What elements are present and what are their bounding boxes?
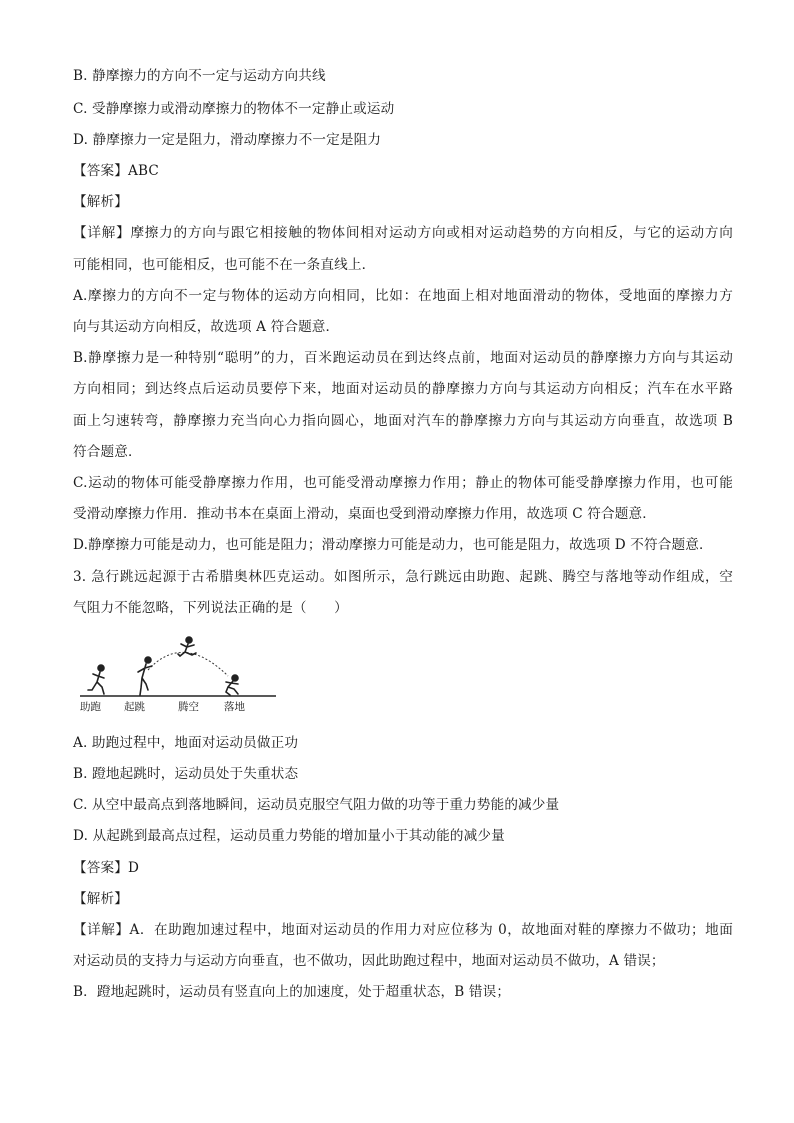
long-jump-figure [78, 632, 278, 718]
detail-line: 对运动员的支持力与运动方向垂直，也不做功，因此助跑过程中，地面对运动员不做功，A 错误； [73, 953, 665, 969]
detail-line: 【详解】A．在助跑加速过程中，地面对运动员的作用力对应位移为 0，故地面对鞋的摩擦力不做功；地面 [73, 922, 733, 938]
figure-label-landing: 落地 [224, 701, 245, 713]
figure-label-run-up: 助跑 [80, 701, 101, 713]
answer-q3: 【答案】D [73, 860, 140, 876]
figure-label-takeoff: 起跳 [124, 701, 145, 713]
detail-line: 向与其运动方向相反，故选项 A 符合题意． [73, 319, 340, 335]
detail-line: B．蹬地起跳时，运动员有竖直向上的加速度，处于超重状态，B 错误； [73, 984, 511, 1000]
long-jump-sketch [78, 632, 278, 700]
detail-line: B.静摩擦力是一种特别“聪明”的力，百米跑运动员在到达终点前，地面对运动员的静摩擦力方向与其运动 [73, 350, 733, 366]
detail-line: 受滑动摩擦力作用．推动书本在桌面上滑动，桌面也受到滑动摩擦力作用，故选项 C 符合题意． [73, 506, 656, 522]
trajectory-curve [148, 652, 228, 676]
detail-line: A.摩擦力的方向不一定与物体的运动方向相同，比如：在地面上相对地面滑动的物体，受地面的摩擦力方 [73, 288, 733, 304]
analysis-heading-q3: 【解析】 [73, 891, 128, 907]
answer-q2: 【答案】ABC [73, 163, 159, 179]
figure-label-flight: 腾空 [178, 701, 199, 713]
option-d-q2: D. 静摩擦力一定是阻力，滑动摩擦力不一定是阻力 [73, 132, 382, 148]
option-b-q3: B. 蹬地起跳时，运动员处于失重状态 [73, 766, 299, 782]
runner-figure [88, 665, 104, 694]
analysis-heading-q2: 【解析】 [73, 194, 128, 210]
detail-line: 方向相同；到达终点后运动员要停下来，地面对运动员的静摩擦力方向与其运动方向相反；汽车在水平路 [73, 381, 733, 397]
question-3-stem: 气阻力不能忽略，下列说法正确的是（ ） [73, 600, 348, 616]
question-3-stem: 3. 急行跳远起源于古希腊奥林匹克运动。如图所示，急行跳远由助跑、起跳、腾空与落地等动作组成，空 [73, 569, 733, 585]
option-b-q2: B. 静摩擦力的方向不一定与运动方向共线 [73, 68, 326, 84]
detail-line: 符合题意． [73, 444, 142, 460]
landing-figure [226, 675, 238, 695]
detail-line: 面上匀速转弯，静摩擦力充当向心力指向圆心，地面对汽车的静摩擦力方向与其运动方向垂直，故选项 B [73, 413, 733, 429]
option-c-q2: C. 受静摩擦力或滑动摩擦力的物体不一定静止或运动 [73, 101, 395, 117]
detail-line: D.静摩擦力可能是动力，也可能是阻力；滑动摩擦力可能是动力，也可能是阻力，故选项 D 不符合题意． [73, 537, 713, 553]
detail-line: C.运动的物体可能受静摩擦力作用，也可能受滑动摩擦力作用；静止的物体可能受静摩擦力作用，也可能 [73, 475, 733, 491]
detail-line: 可能相同，也可能相反，也可能不在一条直线上． [73, 257, 376, 273]
flight-figure [178, 637, 196, 656]
option-a-q3: A. 助跑过程中，地面对运动员做正功 [73, 735, 299, 751]
detail-line: 【详解】摩擦力的方向与跟它相接触的物体间相对运动方向或相对运动趋势的方向相反，与它的运动方向 [73, 225, 733, 241]
option-d-q3: D. 从起跳到最高点过程，运动员重力势能的增加量小于其动能的减少量 [73, 828, 505, 844]
takeoff-figure [138, 657, 152, 695]
option-c-q3: C. 从空中最高点到落地瞬间，运动员克服空气阻力做的功等于重力势能的减少量 [73, 797, 560, 813]
